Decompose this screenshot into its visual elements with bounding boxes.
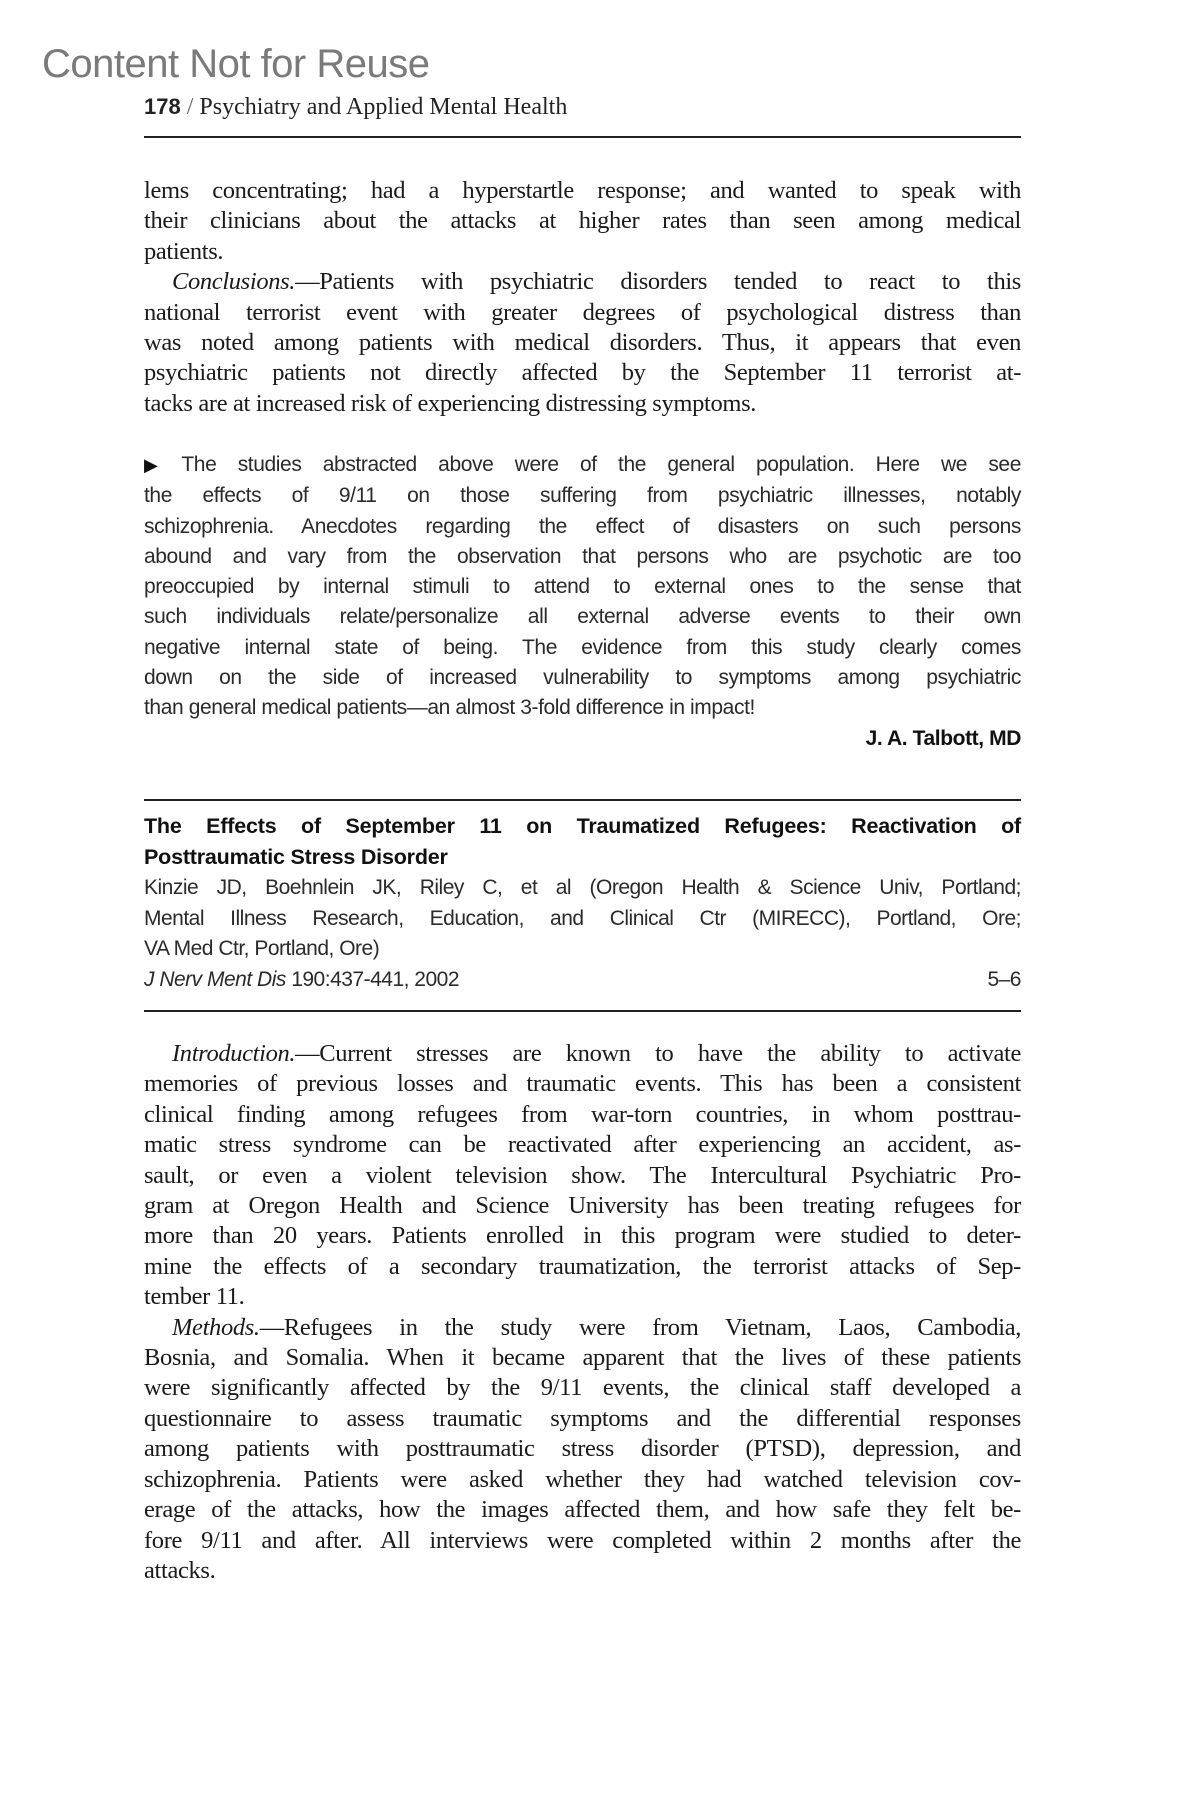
text-line: the effects of 9/11 on those suffering from psychiatric illnesses, notably: [144, 484, 1021, 508]
text-line: mine the effects of a secondary traumatization, the terrorist attacks of Sep-: [144, 1252, 1021, 1280]
text-line: down on the side of increased vulnerability to symptoms among psychiatric: [144, 666, 1021, 690]
text-line: negative internal state of being. The evidence from this study clearly comes: [144, 635, 1021, 659]
book-title: Psychiatry and Applied Mental Health: [199, 94, 568, 120]
text-line: clinical finding among refugees from war-torn countries, in whom posttrau-: [144, 1100, 1021, 1128]
text-line: such individuals relate/personalize all external adverse events to their own: [144, 605, 1021, 629]
introduction-line: [144, 1039, 1021, 1069]
text-line: patients.: [144, 237, 224, 265]
text-line: attacks.: [144, 1556, 216, 1584]
text-line: Bosnia, and Somalia. When it became apparent that the lives of these patients: [144, 1344, 1021, 1372]
introduction-label: Introduction.: [172, 1040, 296, 1067]
author-line: Kinzie JD, Boehnlein JK, Riley C, et al (Oregon Health & Science Univ, Portland;: [144, 876, 1021, 899]
text-line: preoccupied by internal stimuli to attend to external ones to the sense that: [144, 575, 1021, 599]
text-line: matic stress syndrome can be reactivated after experiencing an accident, as-: [144, 1131, 1021, 1159]
title-line: The Effects of September 11 on Traumatized Refugees: Reactivation of: [144, 814, 1021, 838]
previous-abstract: [144, 176, 1021, 419]
text-line: their clinicians about the attacks at higher rates than seen among medical: [144, 207, 1021, 235]
text-line: erage of the attacks, how the images affected them, and how safe they felt be-: [144, 1496, 1021, 1524]
section-rule: [144, 1010, 1021, 1012]
text-line: among patients with posttraumatic stress disorder (PTSD), depression, and: [144, 1435, 1021, 1463]
text-line: national terrorist event with greater degrees of psychological distress than: [144, 298, 1021, 326]
author-line: VA Med Ctr, Portland, Ore): [144, 937, 380, 960]
text-line: were significantly affected by the 9/11 events, the clinical staff developed a: [144, 1374, 1021, 1402]
text-line: —Refugees in the study were from Vietnam, Laos, Cambodia,: [259, 1313, 1021, 1341]
commentary: [144, 450, 1021, 754]
citation-details: 190:437-441, 2002: [285, 967, 460, 991]
title-line: Posttraumatic Stress Disorder: [144, 845, 448, 869]
text-line: —Patients with psychiatric disorders tended to react to this: [295, 268, 1021, 296]
text-line: tacks are at increased risk of experiencing distressing symptoms.: [144, 389, 757, 417]
header-separator: /: [186, 94, 194, 120]
text-line: fore 9/11 and after. All interviews were completed within 2 months after the: [144, 1526, 1021, 1554]
conclusions-label: Conclusions.: [172, 268, 296, 296]
reference-code: 5–6: [987, 967, 1021, 991]
header-rule: [144, 136, 1021, 138]
article-heading: [144, 811, 1021, 995]
author-line: Mental Illness Research, Education, and Clinical Ctr (MIRECC), Portland, Ore;: [144, 906, 1021, 930]
text-line: memories of previous losses and traumatic events. This has been a consistent: [144, 1070, 1021, 1098]
journal-name: J Nerv Ment Dis: [144, 967, 286, 991]
text-line: gram at Oregon Health and Science University has been treating refugees for: [144, 1192, 1021, 1220]
text-line: schizophrenia. Anecdotes regarding the effect of disasters on such persons: [144, 514, 1021, 538]
article-title: [144, 811, 1021, 873]
text-line: tember 11.: [144, 1283, 245, 1311]
commentary-first-line: [144, 450, 1021, 481]
text-line: schizophrenia. Patients were asked whether they had watched television cov-: [144, 1465, 1021, 1493]
text-line: than general medical patients—an almost 3-fold difference in impact!: [144, 696, 755, 720]
article-authors: [144, 873, 1021, 995]
text-line: lems concentrating; had a hyperstartle response; and wanted to speak with: [144, 177, 1021, 204]
text-line: abound and vary from the observation that persons who are psychotic are too: [144, 544, 1021, 568]
text-line: —Current stresses are known to have the ability to activate: [295, 1040, 1021, 1067]
text-line: questionnaire to assess traumatic symptoms and the differential responses: [144, 1404, 1021, 1432]
text-line: psychiatric patients not directly affected by the September 11 terrorist at-: [144, 359, 1021, 387]
triangle-marker-icon: ▶: [144, 455, 174, 476]
methods-label: Methods.: [172, 1313, 260, 1341]
text-line: The studies abstracted above were of the general population. Here we see: [181, 453, 1021, 476]
section-rule: [144, 799, 1021, 801]
text-line: was noted among patients with medical disorders. Thus, it appears that even: [144, 329, 1021, 357]
running-header: [144, 94, 567, 121]
methods-line: [144, 1313, 1021, 1343]
signature: J. A. Talbott, MD: [865, 726, 1021, 750]
journal-citation: [144, 965, 1021, 996]
conclusions-line: [144, 267, 1021, 297]
text-line: more than 20 years. Patients enrolled in this program were studied to deter-: [144, 1222, 1021, 1250]
watermark: Content Not for Reuse: [42, 42, 430, 86]
page-number: 178: [144, 94, 181, 119]
article-abstract: [144, 1039, 1021, 1586]
text-line: sault, or even a violent television show. The Intercultural Psychiatric Pro-: [144, 1161, 1021, 1189]
